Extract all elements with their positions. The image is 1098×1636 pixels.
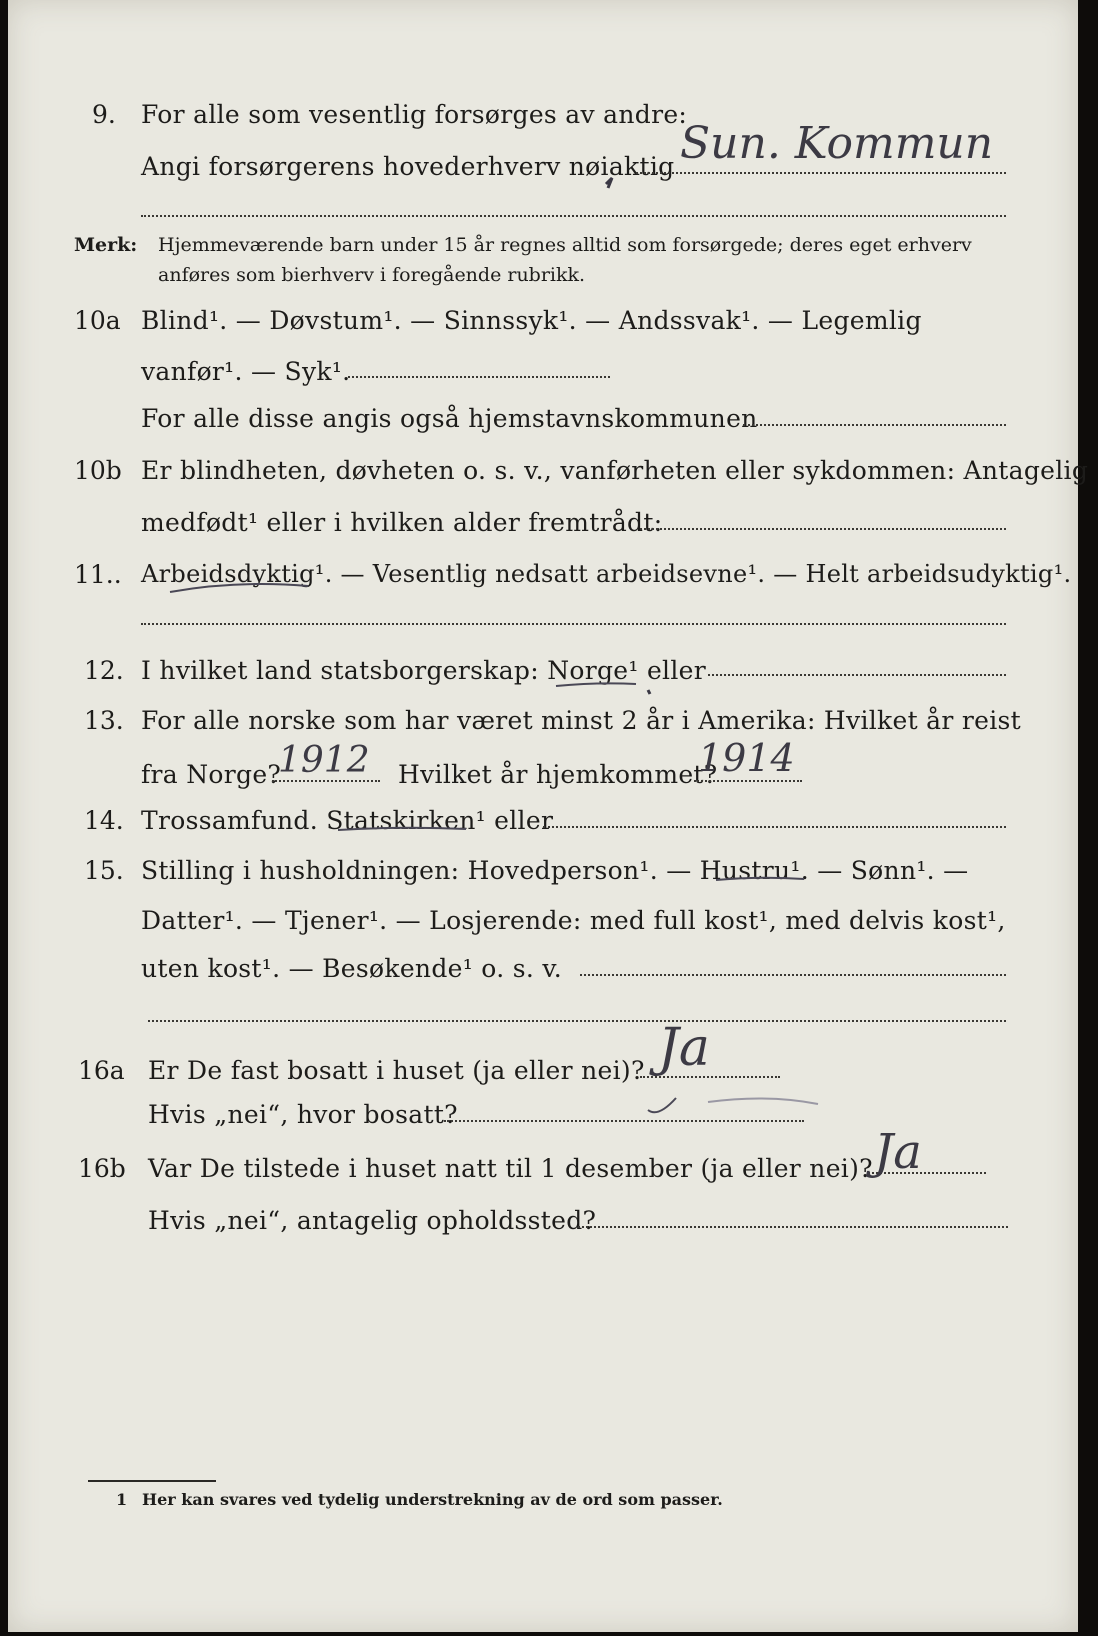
merk-line2: anføres som bierhverv i foregående rubrikk. (158, 264, 586, 286)
arbeidsdyktig-underline (170, 584, 308, 592)
q16a-ink-stroke (648, 1098, 676, 1112)
census-form-page (8, 0, 1089, 1632)
q9-number: 9. (92, 100, 116, 129)
q14-number: 14. (84, 806, 124, 835)
q16a-faint-ink (708, 1098, 818, 1104)
merk-line1: Hjemmeværende barn under 15 år regnes alltid som forsørgede; deres eget erhverv (158, 234, 972, 256)
q13-line2b: Hvilket år hjemkommet? (398, 760, 718, 789)
q9-handwritten-answer: Sun. Kommun (680, 118, 994, 169)
q16a-line2: Hvis „nei“, hvor bosatt? (148, 1100, 458, 1129)
norge-underline (556, 683, 636, 686)
q16b-handwritten-answer: Ja (874, 1124, 922, 1180)
q16b-number: 16b (78, 1154, 126, 1183)
q10a-number: 10a (74, 306, 121, 335)
q14-line1: Trossamfund. Statskirken¹ eller (141, 806, 554, 835)
q13-handwritten-year-left: 1912 (278, 740, 370, 781)
q13-line1: For alle norske som har været minst 2 år i Amerika: Hvilket år reist (141, 706, 1022, 735)
q9-ink-mark (606, 178, 612, 188)
q15-line3: uten kost¹. — Besøkende¹ o. s. v. (141, 954, 563, 983)
q16b-line1: Var De tilstede i huset natt til 1 desember (ja eller nei)? (148, 1154, 873, 1183)
q12-ink-dot (648, 690, 650, 694)
q15-line2: Datter¹. — Tjener¹. — Losjerende: med full kost¹, med delvis kost¹, (141, 906, 1006, 935)
q9-line2: Angi forsørgerens hovederhverv nøiaktig (141, 152, 675, 181)
handwritten-underlines (8, 0, 1078, 1632)
q10b-line2: medfødt¹ eller i hvilken alder fremtrådt: (141, 508, 663, 537)
q16a-number: 16a (78, 1056, 125, 1085)
q10b-line1: Er blindheten, døvheten o. s. v., vanførheten eller sykdommen: Antagelig (141, 456, 1089, 485)
footnote-rule (88, 1480, 216, 1482)
q11-line1: Arbeidsdyktig¹. — Vesentlig nedsatt arbeidsevne¹. — Helt arbeidsudyktig¹. (141, 560, 1072, 588)
q16b-line2: Hvis „nei“, antagelig opholdssted? (148, 1206, 597, 1235)
q11-number: 11.. (74, 560, 122, 589)
q10a-line2: vanfør¹. — Syk¹. (141, 357, 351, 386)
q16a-handwritten-answer: Ja (658, 1018, 710, 1078)
q13-number: 13. (84, 706, 124, 735)
footnote-text: Her kan svares ved tydelig understrekning av de ord som passer. (142, 1490, 723, 1509)
q12-number: 12. (84, 656, 124, 685)
q15-number: 15. (84, 856, 124, 885)
q15-line1: Stilling i husholdningen: Hovedperson¹. — Hustru¹. — Sønn¹. — (141, 856, 969, 885)
footnote-mark: 1 (116, 1490, 128, 1509)
q10a-line3: For alle disse angis også hjemstavnskommunen (141, 404, 758, 433)
q13-handwritten-year-return: 1914 (698, 736, 795, 780)
q10b-number: 10b (74, 456, 122, 485)
statskirken-underline (338, 828, 466, 830)
q13-line2a: fra Norge? (141, 760, 282, 789)
q12-line1: I hvilket land statsborgerskap: Norge¹ eller (141, 656, 706, 685)
merk-label: Merk: (74, 234, 138, 256)
hustru-underline (716, 878, 804, 880)
q16a-line1: Er De fast bosatt i huset (ja eller nei)? (148, 1056, 645, 1085)
q9-line1: For alle som vesentlig forsørges av andre: (141, 100, 688, 129)
q10a-line1: Blind¹. — Døvstum¹. — Sinnssyk¹. — Andssvak¹. — Legemlig (141, 306, 922, 335)
